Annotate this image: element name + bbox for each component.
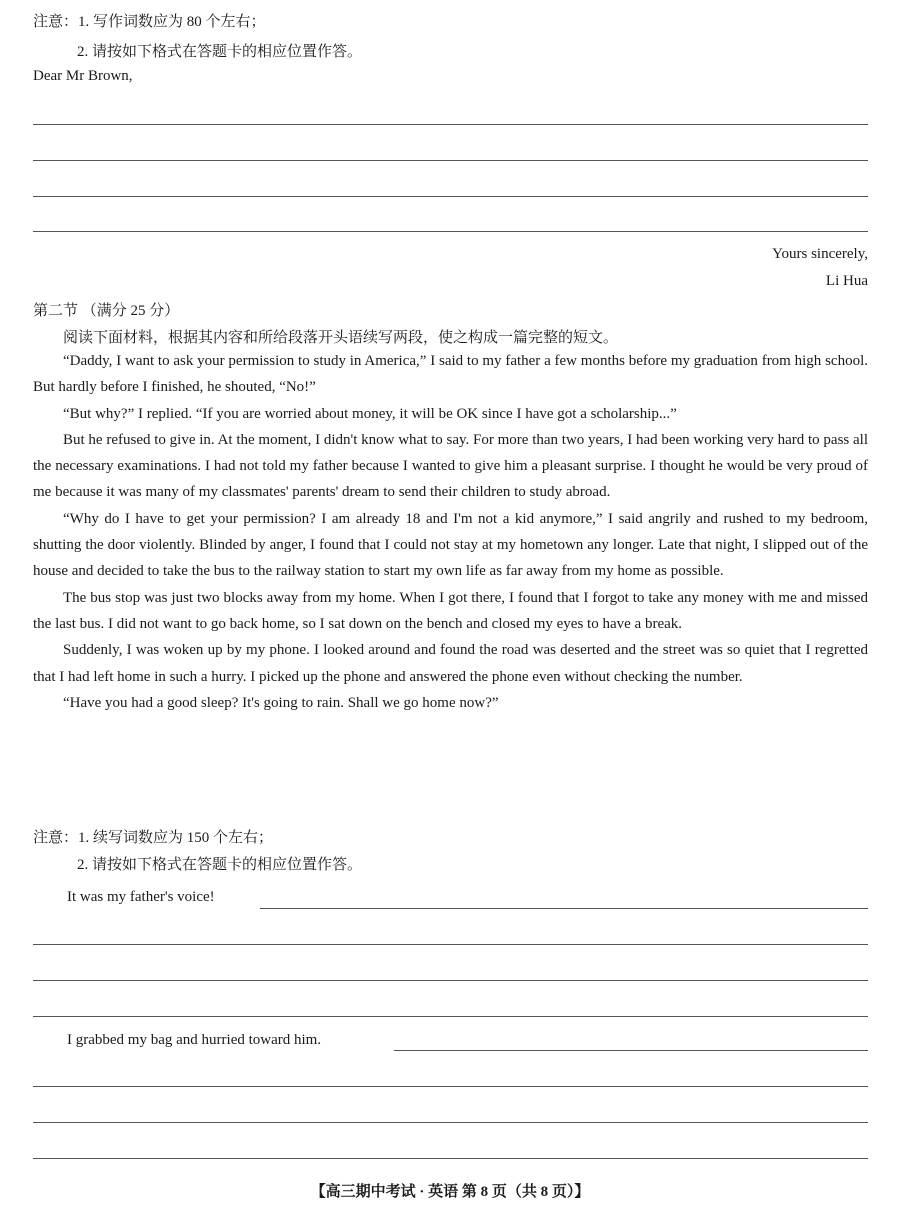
paragraph-opener-1: It was my father's voice! (67, 889, 215, 905)
answer-line (33, 231, 868, 232)
story-text (33, 348, 868, 716)
section-instruction: 阅读下面材料，根据其内容和所给段落开头语续写两段，使之构成一篇完整的短文。 (63, 330, 619, 346)
answer-line (394, 1050, 868, 1051)
section-heading: 第二节 （满分 25 分） (33, 303, 180, 319)
letter-signature: Li Hua (825, 273, 868, 289)
writing-note-2: 2. 请按如下格式在答题卡的相应位置作答。 (77, 44, 363, 60)
story-paragraph: The bus stop was just two blocks away from my home. When I got there, I found that I forgot to take any money with me and missed the last bus. I did not want to go back home, so I sat down on the bench and closed my eyes to have a break. (33, 589, 868, 632)
answer-line (33, 1158, 868, 1159)
answer-line (33, 1122, 868, 1123)
story-paragraph: “Daddy, I want to ask your permission to study in America,” I said to my father a few months before my graduation from high school. But hardly before I finished, he shouted, “No!” (33, 353, 868, 396)
answer-line (33, 1016, 868, 1017)
letter-closing: Yours sincerely, (772, 246, 868, 262)
answer-line (33, 980, 868, 981)
story-paragraph: But he refused to give in. At the moment, I didn't know what to say. For more than two years, I had been working very hard to pass all the necessary examinations. I had not told my father because I wanted to give him a pleasant surprise. I thought he would be very proud of me because it was many of my classmates' parents' dream to send their children to study abroad. (33, 431, 868, 501)
answer-line (33, 944, 868, 945)
story-paragraph: “Have you had a good sleep? It's going to rain. Shall we go home now?” (63, 694, 499, 711)
continuation-note-2: 2. 请按如下格式在答题卡的相应位置作答。 (77, 857, 363, 873)
page-footer: 【高三期中考试 · 英语 第 8 页（共 8 页）】 (310, 1184, 590, 1200)
answer-line (33, 1086, 868, 1087)
answer-line (260, 908, 868, 909)
story-paragraph: Suddenly, I was woken up by my phone. I looked around and found the road was deserted and the street was so quiet that I regretted that I had left home in such a hurry. I picked up the phone and answered the phone even without checking the number. (33, 642, 868, 685)
letter-salutation: Dear Mr Brown, (33, 68, 133, 84)
continuation-note-1: 注意：1. 续写词数应为 150 个左右； (33, 830, 274, 846)
writing-note-1: 注意：1. 写作词数应为 80 个左右； (33, 14, 266, 30)
story-paragraph: “But why?” I replied. “If you are worried about money, it will be OK since I have got a scholarship...” (63, 405, 677, 422)
paragraph-opener-2: I grabbed my bag and hurried toward him. (67, 1032, 322, 1048)
answer-line (33, 160, 868, 161)
answer-line (33, 124, 868, 125)
story-paragraph: “Why do I have to get your permission? I am already 18 and I'm not a kid anymore,” I said angrily and rushed to my bedroom, shutting the door violently. Blinded by anger, I found that I could not stay at my hometown any longer. Late that night, I slipped out of the house and decided to take the bus to the railway station to start my own life as far away from my home as possible. (33, 510, 868, 580)
answer-line (33, 196, 868, 197)
